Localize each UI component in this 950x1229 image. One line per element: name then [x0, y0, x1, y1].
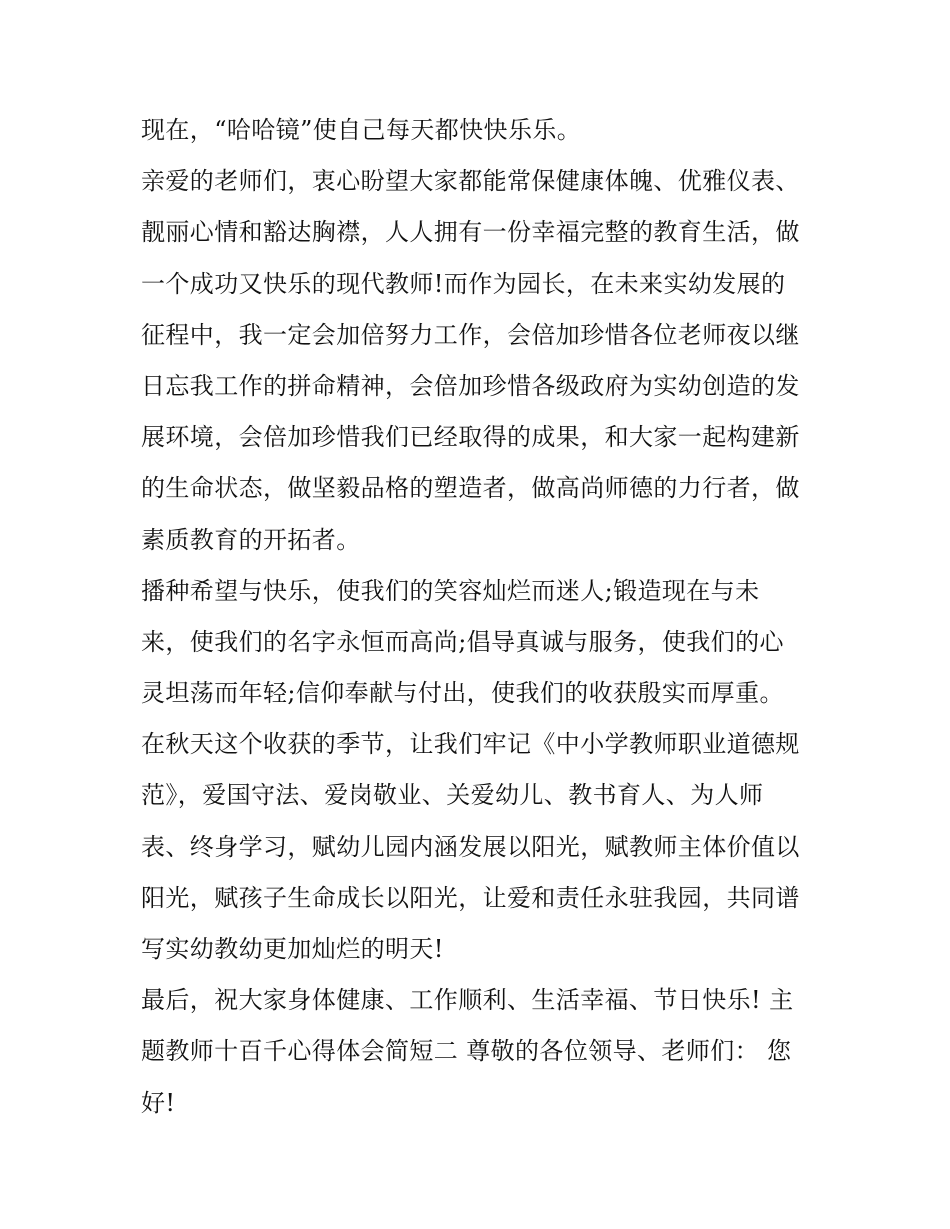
text-line: 素质教育的开拓者。 — [141, 525, 361, 554]
document-body — [141, 105, 821, 1129]
text-line: 题教师十百千心得体会简短二 尊敬的各位领导、老师们： 您 — [141, 1037, 792, 1066]
text-line: 日忘我工作的拼命精神，会倍加珍惜各级政府为实幼创造的发 — [141, 371, 800, 400]
text-line: 征程中，我一定会加倍努力工作，会倍加珍惜各位老师夜以继 — [141, 320, 800, 349]
text-line: 来，使我们的名字永恒而高尚;倡导真诚与服务，使我们的心 — [141, 627, 784, 656]
text-line: 表、终身学习，赋幼儿园内涵发展以阳光，赋教师主体价值以 — [141, 832, 800, 861]
text-line: 一个成功又快乐的现代教师!而作为园长，在未来实幼发展的 — [141, 269, 786, 298]
text-line: 亲爱的老师们，衷心盼望大家都能常保健康体魄、优雅仪表、 — [141, 167, 800, 196]
text-line: 范》，爱国守法、爱岗敬业、关爱幼儿、教书育人、为人师 — [141, 781, 764, 810]
text-line: 写实幼教幼更加灿烂的明天! — [141, 935, 444, 963]
text-line: 靓丽心情和豁达胸襟，人人拥有一份幸福完整的教育生活，做 — [141, 218, 800, 247]
text-line: 阳光，赋孩子生命成长以阳光，让爱和责任永驻我园，共同谱 — [141, 883, 800, 912]
text-line: 的生命状态，做坚毅品格的塑造者，做高尚师德的力行者，做 — [141, 474, 800, 503]
text-line: 播种希望与快乐，使我们的笑容灿烂而迷人;锻造现在与未 — [141, 576, 760, 605]
text-line: 现在，“哈哈镜”使自己每天都快快乐乐。 — [141, 116, 582, 144]
text-line: 在秋天这个收获的季节，让我们牢记《中小学教师职业道德规 — [141, 730, 800, 759]
text-line: 展环境，会倍加珍惜我们已经取得的成果，和大家一起构建新 — [141, 423, 800, 452]
text-line: 好! — [141, 1088, 176, 1117]
text-line: 灵坦荡而年轻;信仰奉献与付出，使我们的收获殷实而厚重。 — [141, 679, 784, 708]
text-line: 最后，祝大家身体健康、工作顺利、生活幸福、节日快乐! 主 — [141, 986, 794, 1015]
